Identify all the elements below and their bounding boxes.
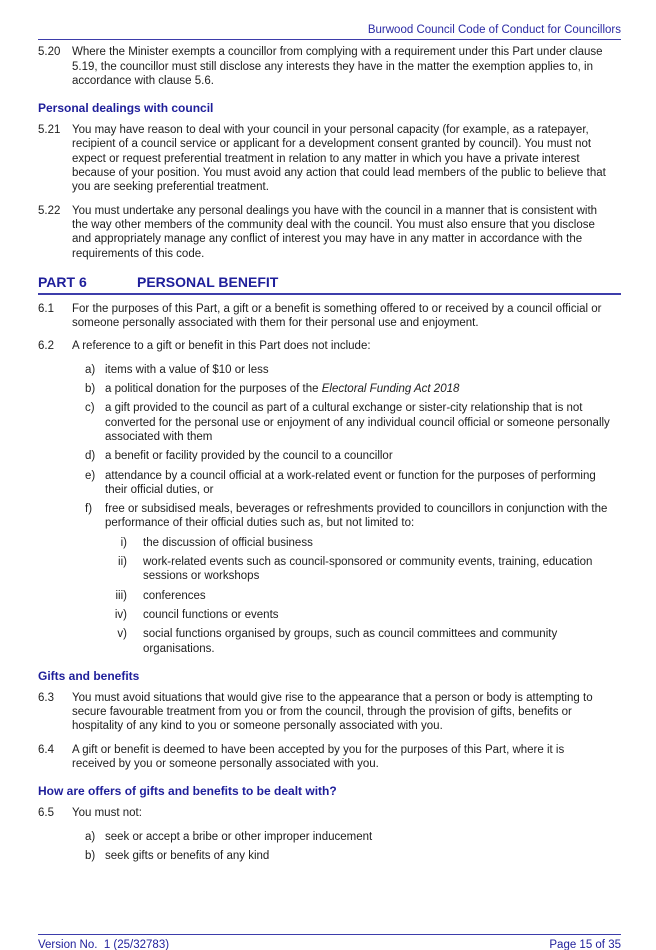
text-run: A reference to a gift or benefit in this Part does not include: — [72, 340, 371, 353]
text-run: For the purposes of this Part, a gift or a benefit is something offered to or received by a council official or someone personally associated with them for their personal use and enjoyment. — [72, 302, 602, 330]
list-marker: a) — [85, 363, 96, 376]
list-text — [143, 555, 612, 584]
list-marker: f) — [85, 503, 93, 516]
text-run: conferences — [143, 589, 206, 602]
list-text — [105, 401, 612, 444]
clause-6-5 — [38, 806, 621, 820]
list-marker: iv) — [114, 608, 127, 621]
clause-6-4 — [38, 743, 621, 772]
list-text — [105, 449, 393, 463]
clause-6-1 — [38, 302, 621, 331]
text-run: Where the Minister exempts a councillor from complying with a requirement under this Part under clause 5.19, the councillor must still disclose any interests they have in the matter the exemption applies to, in accordance with clause 5.6. — [72, 46, 603, 87]
text-run: attendance by a council official at a work-related event or function for the purposes of performing their official duties, or — [105, 469, 596, 496]
part-number: PART 6 — [38, 273, 87, 290]
list-item — [106, 536, 621, 550]
section-heading: Gifts and benefits — [38, 668, 140, 683]
list-item — [85, 849, 621, 863]
clause-text — [72, 339, 371, 353]
footer-page-number: Page 15 of 35 — [549, 939, 621, 950]
text-run: seek or accept a bribe or other improper inducement — [105, 830, 373, 843]
text-run: You must avoid situations that would give rise to the appearance that a person or body is attempting to secure favourable treatment from you or from the council, through the provision of gifts, benefits or hospitality of any kind to you or someone personally associated with you. — [72, 691, 593, 733]
list-item — [85, 469, 621, 498]
text-run: You may have reason to deal with your council in your personal capacity (for example, as a ratepayer, recipient of a council service or applicant for a development consent granted by council). You must not expect or request preferential treatment in relation to any matter in which you have a private interest because of your position. You must avoid any action that could lead members of the public to believe that you are seeking preferential treatment. — [72, 124, 606, 194]
document-body — [38, 45, 621, 863]
list-item — [85, 401, 621, 444]
text-run: Electoral Funding Act 2018 — [321, 383, 460, 396]
list-text — [143, 608, 279, 622]
document-header — [38, 0, 621, 40]
list-item — [106, 627, 621, 656]
list-marker: b) — [85, 849, 96, 862]
clause-6-3 — [38, 691, 621, 734]
section-heading: Personal dealings with council — [38, 101, 214, 116]
list-marker: i) — [120, 536, 127, 549]
clause-number: 6.2 — [38, 340, 54, 353]
list-marker: iii) — [115, 589, 127, 602]
list-marker: c) — [85, 402, 95, 415]
list-item — [85, 382, 621, 396]
clause-text — [72, 204, 610, 261]
list-text — [105, 849, 269, 863]
footer-version: Version No. 1 (25/32783) — [38, 939, 170, 950]
list-marker: e) — [85, 469, 96, 482]
text-run: You must not: — [72, 807, 142, 820]
list-text — [105, 502, 612, 531]
list-marker: v) — [117, 628, 127, 641]
clause-6-2 — [38, 339, 621, 353]
list-item — [106, 608, 621, 622]
text-run: seek gifts or benefits of any kind — [105, 849, 270, 862]
part-title: PERSONAL BENEFIT — [137, 273, 279, 290]
list-item — [85, 830, 621, 844]
clause-number: 6.4 — [38, 743, 54, 756]
text-run: a political donation for the purposes of the — [105, 383, 322, 396]
clause-5-20 — [38, 45, 621, 88]
text-run: A gift or benefit is deemed to have been accepted by you for the purposes of this Part, where it is received by you or someone personally associated with you. — [72, 743, 565, 770]
list-item — [106, 589, 621, 603]
clause-5-22 — [38, 204, 621, 261]
clause-text — [72, 691, 610, 734]
list-text — [105, 830, 372, 844]
text-run: a gift provided to the council as part of a cultural exchange or sister-city relationship that is not converted for the personal use or enjoyment of any individual council official or someone personally associated with them — [105, 402, 610, 443]
clause-text — [72, 806, 142, 820]
list-item — [85, 363, 621, 377]
list-text — [105, 382, 459, 396]
text-run: work-related events such as council-sponsored or community events, training, education sessions or workshops — [143, 556, 593, 583]
list-item — [85, 449, 621, 463]
clause-number: 6.3 — [38, 691, 54, 704]
text-run: You must undertake any personal dealings you have with the council in a manner that is consistent with the way other members of the community deal with the council. You must also ensure that you disclose and appropriately manage any conflict of interest you may have in any matter in accordance with the requirements of this code. — [72, 204, 598, 260]
clause-number: 5.20 — [38, 46, 61, 59]
text-run: council functions or events — [143, 608, 279, 621]
text-run: a benefit or facility provided by the council to a councillor — [105, 450, 393, 463]
clause-text — [72, 45, 610, 88]
list-text — [143, 627, 612, 656]
clause-text — [72, 302, 610, 331]
clause-text — [72, 743, 610, 772]
clause-text — [72, 123, 610, 194]
part-heading — [38, 274, 621, 295]
list-marker: d) — [85, 450, 96, 463]
document-footer — [38, 934, 621, 950]
list-text — [105, 469, 612, 498]
clause-number: 6.5 — [38, 807, 54, 820]
clause-number: 5.22 — [38, 204, 61, 217]
section-heading: How are offers of gifts and benefits to be dealt with? — [38, 784, 337, 799]
clause-number: 5.21 — [38, 124, 61, 137]
text-run: free or subsidised meals, beverages or refreshments provided to councillors in conjunction with the performance of their official duties such as, but not limited to: — [105, 503, 608, 530]
text-run: the discussion of official business — [143, 536, 313, 549]
list-marker: b) — [85, 383, 96, 396]
list-text — [143, 536, 313, 550]
text-run: items with a value of $10 or less — [105, 363, 269, 376]
list-marker: ii) — [118, 556, 127, 569]
clause-5-21 — [38, 123, 621, 194]
list-item — [106, 555, 621, 584]
list-text — [143, 589, 206, 603]
header-title: Burwood Council Code of Conduct for Councillors — [367, 24, 621, 36]
text-run: social functions organised by groups, such as council committees and community organisations. — [143, 628, 558, 655]
clause-number: 6.1 — [38, 302, 54, 315]
list-text — [105, 363, 269, 377]
list-item — [85, 502, 621, 531]
list-marker: a) — [85, 830, 96, 843]
